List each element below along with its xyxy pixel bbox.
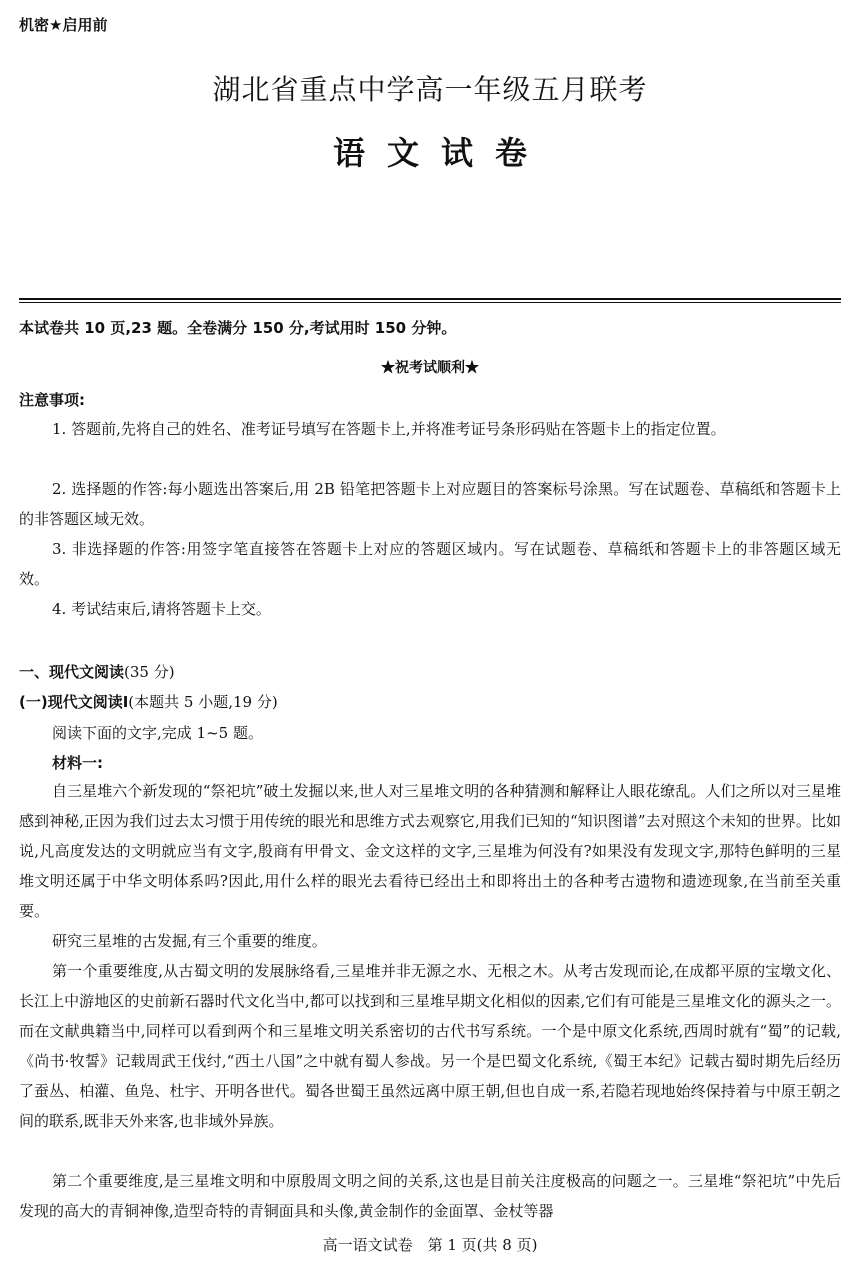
subsection-heading xyxy=(19,691,278,712)
material-paragraph-1: 自三星堆六个新发现的“祭祀坑”破土发掘以来,世人对三星堆文明的各种猜测和解释让人眼花缭乱。人们之所以对三星堆感到神秘,正因为我们过去太习惯于用传统的眼光和思维方式去观察它,用我们已知的“知识图谱”去对照这个未知的世界。比如说,凡高度发达的文明就应当有文字,殷商有甲骨文、金文这样的文字,三星堆为何没有?如果没有发现文字,那特色鲜明的三星堆文明还属于中华文明体系吗?因此,用什么样的眼光去看待已经出土和即将出土的各种考古遗物和遗迹现象,在当前至关重要。 xyxy=(19,782,841,920)
confidential-label: 机密★启用前 xyxy=(19,16,108,34)
notice-item-1: 1. 答题前,先将自己的姓名、准考证号填写在答题卡上,并将准考证号条形码贴在答题卡上的指定位置。 xyxy=(52,420,726,438)
material-paragraph-4: 第二个重要维度,是三星堆文明和中原殷周文明之间的关系,这也是目前关注度极高的问题之一。三星堆“祭祀坑”中先后发现的高大的青铜神像,造型奇特的青铜面具和头像,黄金制作的金面罩、金杖等器 xyxy=(19,1172,841,1220)
good-luck-banner: ★祝考试顺利★ xyxy=(381,360,479,376)
page-footer: 高一语文试卷 第 1 页(共 8 页) xyxy=(322,1236,538,1254)
notice-heading: 注意事项: xyxy=(19,391,85,409)
exam-subject: 语文试卷 xyxy=(332,134,549,172)
material-paragraph-3: 第一个重要维度,从古蜀文明的发展脉络看,三星堆并非无源之水、无根之木。从考古发现而论,在成都平原的宝墩文化、长江上中游地区的史前新石器时代文化当中,都可以找到和三星堆早期文化相似的因素,它们有可能是三星堆文化的源头之一。而在文献典籍当中,同样可以看到两个和三星堆文明关系密切的古代书写系统。一个是中原文化系统,西周时就有“蜀”的记载,《尚书·牧誓》记载周武王伐纣,“西土八国”之中就有蜀人参战。另一个是巴蜀文化系统,《蜀王本纪》记载古蜀时期先后经历了蚕丛、柏灌、鱼凫、杜宇、开明各世代。蜀各世蜀王虽然远离中原王朝,但也自成一系,若隐若现地始终保持着与中原王朝之间的联系,既非天外来客,也非域外异族。 xyxy=(19,962,841,1130)
notice-item-4: 4. 考试结束后,请将答题卡上交。 xyxy=(52,600,271,618)
subsection-score: (本题共 5 小题,19 分) xyxy=(128,693,278,711)
exam-title: 湖北省重点中学高一年级五月联考 xyxy=(212,73,648,106)
section-heading xyxy=(19,661,175,682)
exam-info: 本试卷共 10 页,23 题。全卷满分 150 分,考试用时 150 分钟。 xyxy=(19,319,457,337)
section-score: (35 分) xyxy=(124,663,175,681)
reading-instruction: 阅读下面的文字,完成 1~5 题。 xyxy=(52,724,263,742)
notice-item-3: 3. 非选择题的作答:用签字笔直接答在答题卡上对应的答题区域内。写在试题卷、草稿纸和答题卡上的非答题区域无效。 xyxy=(19,540,841,588)
subsection-title: (一)现代文阅读Ⅰ xyxy=(19,693,129,711)
material-label: 材料一: xyxy=(52,754,103,772)
notice-item-2: 2. 选择题的作答:每小题选出答案后,用 2B 铅笔把答题卡上对应题目的答案标号涂黑。写在试题卷、草稿纸和答题卡上的非答题区域无效。 xyxy=(19,480,841,528)
material-paragraph-2: 研究三星堆的古发掘,有三个重要的维度。 xyxy=(52,932,327,950)
header-divider-thick xyxy=(19,298,841,300)
header-divider-thin xyxy=(19,302,841,303)
section-title: 一、现代文阅读 xyxy=(19,663,125,681)
